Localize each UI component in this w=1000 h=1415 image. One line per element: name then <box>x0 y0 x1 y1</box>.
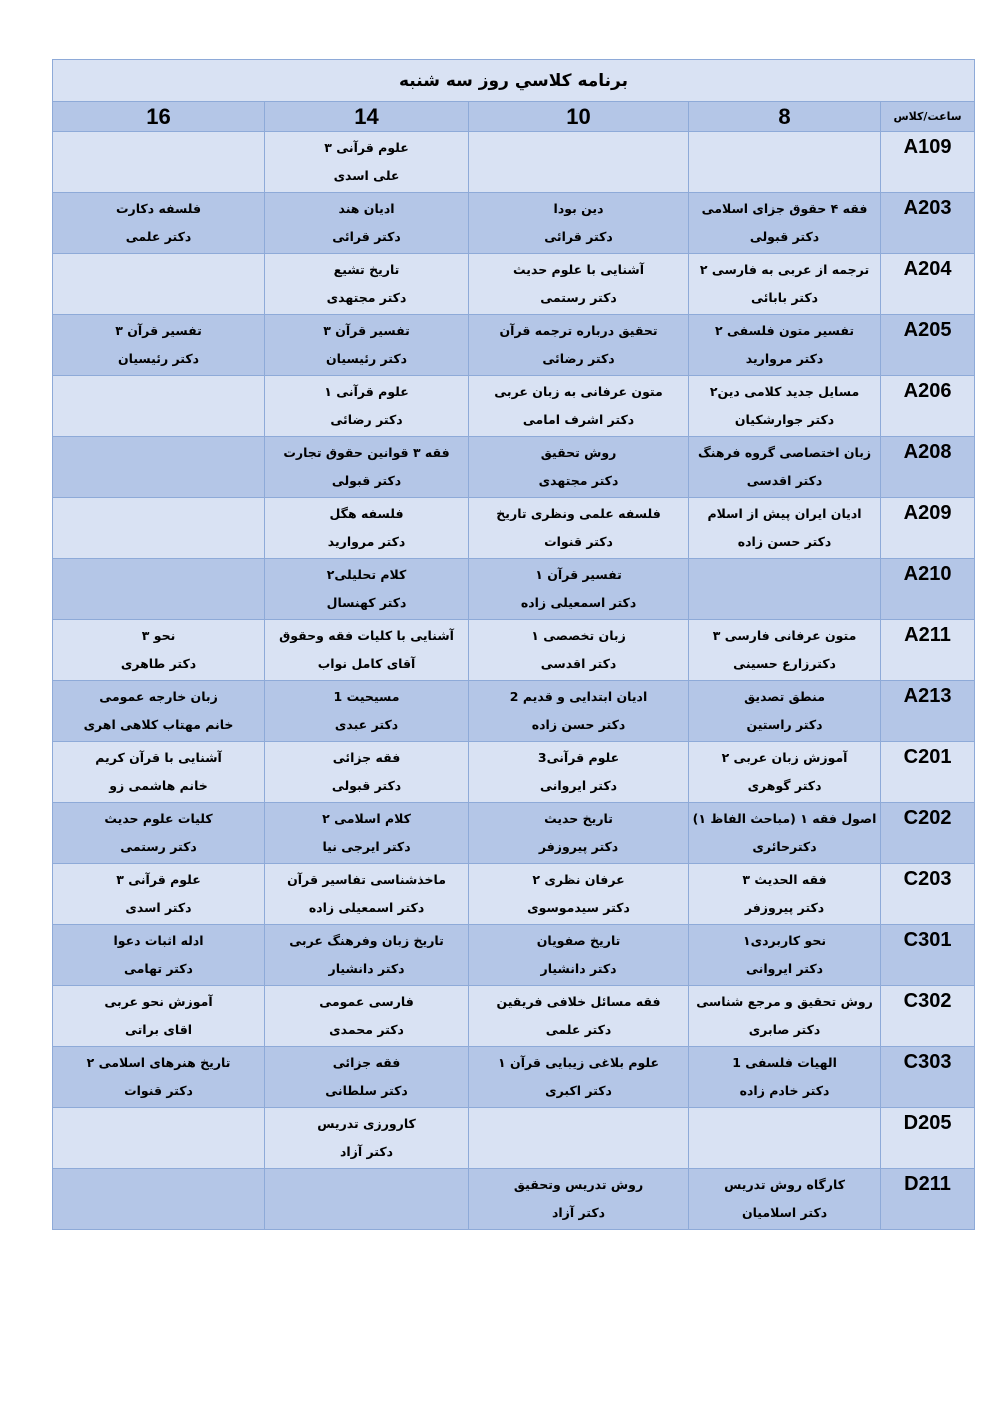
class-cell-14 <box>265 498 469 559</box>
teacher-name: خانم مهتاب کلاهی اهری <box>83 717 234 732</box>
class-cell-16 <box>53 1108 265 1169</box>
room-cell: C303 <box>881 1047 975 1108</box>
class-cell-8 <box>689 1169 881 1230</box>
class-cell-16 <box>53 559 265 620</box>
teacher-name: دکتر ایروانی <box>745 961 824 976</box>
course-name: متون عرفانی به زبان عربی <box>494 384 663 399</box>
course-name: مسیحیت 1 <box>333 689 400 704</box>
class-cell-16 <box>53 803 265 864</box>
room-cell: A209 <box>881 498 975 559</box>
class-cell-16 <box>53 681 265 742</box>
course-name: فلسفه دکارت <box>115 201 202 216</box>
class-cell-14 <box>265 132 469 193</box>
class-cell-14 <box>265 559 469 620</box>
class-cell-8 <box>689 1108 881 1169</box>
course-name: تاریخ زبان وفرهنگ عربی <box>289 933 444 948</box>
course-name: ماخذشناسی تفاسیر قرآن <box>287 872 446 887</box>
hour-header-10: 10 <box>469 102 689 132</box>
course-name: زبان خارجه عمومی <box>99 689 218 704</box>
class-cell-16 <box>53 925 265 986</box>
hour-header-8: 8 <box>689 102 881 132</box>
table-row <box>53 132 975 193</box>
class-cell-16 <box>53 1169 265 1230</box>
course-name: فقه مسائل خلافی فریقین <box>496 994 661 1009</box>
course-name: آشنایی با علوم حدیث <box>513 262 644 277</box>
table-row <box>53 864 975 925</box>
teacher-name: دکتر رستمی <box>120 839 197 854</box>
class-cell-10 <box>469 986 689 1047</box>
table-row <box>53 254 975 315</box>
teacher-name: دکتر اسمعیلی زاده <box>308 900 425 915</box>
class-cell-16 <box>53 864 265 925</box>
class-cell-14 <box>265 1047 469 1108</box>
teacher-name: دکتر رضائی <box>330 412 403 427</box>
room-cell: C203 <box>881 864 975 925</box>
hour-header-16: 16 <box>53 102 265 132</box>
corner-header: ساعت/كلاس <box>881 102 975 132</box>
course-name: کلیات علوم حدیث <box>104 811 213 826</box>
teacher-name: دکتر پیروزفر <box>744 900 825 915</box>
course-name: نحو کاربردی۱ <box>743 933 827 948</box>
class-cell-8 <box>689 864 881 925</box>
class-cell-8 <box>689 132 881 193</box>
course-name: نحو ۳ <box>141 628 176 643</box>
class-cell-16 <box>53 132 265 193</box>
room-cell: C201 <box>881 742 975 803</box>
teacher-name: خانم هاشمی زو <box>109 778 208 793</box>
teacher-name: دکتر راستین <box>746 717 823 732</box>
table-row <box>53 742 975 803</box>
course-name: تفسیر قرآن ۳ <box>323 323 410 338</box>
teacher-name: دکتر اشرف امامی <box>522 412 635 427</box>
teacher-name: دکترحائری <box>752 839 817 854</box>
class-cell-8 <box>689 1047 881 1108</box>
teacher-name: دکتر ایروانی <box>539 778 618 793</box>
class-cell-16 <box>53 315 265 376</box>
class-cell-10 <box>469 193 689 254</box>
course-name: ادیان ابتدایی و قدیم 2 <box>509 689 648 704</box>
class-cell-16 <box>53 193 265 254</box>
teacher-name: دکتر قنوات <box>544 534 613 549</box>
teacher-name: دکتر رئیسیان <box>325 351 408 366</box>
course-name: فقه جزائی <box>332 1055 401 1070</box>
room-cell: A213 <box>881 681 975 742</box>
course-name: فقه جزائی <box>332 750 401 765</box>
class-cell-14 <box>265 742 469 803</box>
teacher-name: دکتر علمی <box>125 229 192 244</box>
class-cell-10 <box>469 559 689 620</box>
teacher-name: دکتر ایرجی نیا <box>322 839 411 854</box>
teacher-name: دکتر آزاد <box>551 1205 606 1220</box>
class-cell-16 <box>53 620 265 681</box>
teacher-name: دکتر حسن زاده <box>737 534 832 549</box>
teacher-name: دکتر قرائی <box>332 229 401 244</box>
course-name: فلسفه هگل <box>329 506 404 521</box>
teacher-name: دکتر بابائی <box>751 290 819 305</box>
course-name: ادیان هند <box>338 201 395 216</box>
teacher-name: دکتر اقدسی <box>540 656 617 671</box>
class-cell-10 <box>469 864 689 925</box>
course-name: تاریخ هنرهای اسلامی ۲ <box>86 1055 231 1070</box>
teacher-name: دکتر سیدموسوی <box>527 900 630 915</box>
course-name: تاریخ حدیث <box>544 811 613 826</box>
class-cell-16 <box>53 254 265 315</box>
course-name: روش تحقیق <box>540 445 617 460</box>
teacher-name: دکتر محمدی <box>329 1022 404 1037</box>
table-row <box>53 925 975 986</box>
course-name: فقه الحدیث ۳ <box>742 872 827 887</box>
class-cell-10 <box>469 132 689 193</box>
teacher-name: دکتر صابری <box>748 1022 821 1037</box>
teacher-name: دکتر تهامی <box>124 961 193 976</box>
room-cell: A211 <box>881 620 975 681</box>
teacher-name: دکتر گوهری <box>747 778 822 793</box>
table-row <box>53 803 975 864</box>
room-cell: A206 <box>881 376 975 437</box>
class-cell-8 <box>689 681 881 742</box>
course-name: ادیان ایران پیش از اسلام <box>707 506 862 521</box>
class-cell-8 <box>689 742 881 803</box>
teacher-name: دکتر آزاد <box>339 1144 394 1159</box>
class-cell-14 <box>265 376 469 437</box>
teacher-name: دکتر رستمی <box>540 290 617 305</box>
course-name: ادله اثبات دعوا <box>113 933 204 948</box>
class-cell-16 <box>53 498 265 559</box>
teacher-name: علی اسدی <box>333 168 400 183</box>
teacher-name: اقای براتی <box>124 1022 193 1037</box>
class-cell-10 <box>469 1047 689 1108</box>
course-name: آشنایی با کلیات فقه وحقوق <box>279 628 454 643</box>
teacher-name: دکتر قبولی <box>331 473 402 488</box>
class-cell-14 <box>265 620 469 681</box>
class-cell-10 <box>469 376 689 437</box>
course-name: تفسیر قرآن ۱ <box>535 567 622 582</box>
class-cell-10 <box>469 254 689 315</box>
class-cell-8 <box>689 925 881 986</box>
title-row <box>53 60 975 102</box>
class-cell-10 <box>469 315 689 376</box>
room-cell: A204 <box>881 254 975 315</box>
course-name: زبان تخصصی ۱ <box>531 628 626 643</box>
course-name: دین بودا <box>553 201 604 216</box>
teacher-name: دکتر کهنسال <box>326 595 407 610</box>
teacher-name: دکتر مروارید <box>745 351 824 366</box>
table-row <box>53 1047 975 1108</box>
teacher-name: دکتر اسدی <box>125 900 192 915</box>
room-cell: D211 <box>881 1169 975 1230</box>
course-name: تاریخ صفویان <box>536 933 621 948</box>
class-cell-8 <box>689 315 881 376</box>
teacher-name: دکتر اسلامیان <box>741 1205 828 1220</box>
class-cell-16 <box>53 1047 265 1108</box>
schedule-title: برنامه كلاسي روز سه شنبه <box>53 60 975 102</box>
teacher-name: دکتر اسمعیلی زاده <box>520 595 637 610</box>
room-cell: A208 <box>881 437 975 498</box>
teacher-name: دکتر حسن زاده <box>531 717 626 732</box>
class-cell-10 <box>469 1169 689 1230</box>
class-cell-14 <box>265 1108 469 1169</box>
class-cell-8 <box>689 376 881 437</box>
schedule-body <box>53 132 975 1230</box>
teacher-name: دکتر جوارشکیان <box>734 412 835 427</box>
class-cell-8 <box>689 986 881 1047</box>
teacher-name: آقای کامل نواب <box>317 656 416 671</box>
teacher-name: دکتر مجتهدی <box>538 473 619 488</box>
class-cell-8 <box>689 620 881 681</box>
table-row <box>53 620 975 681</box>
table-row <box>53 376 975 437</box>
class-cell-8 <box>689 803 881 864</box>
course-name: کارورزی تدریس <box>317 1116 416 1131</box>
class-cell-14 <box>265 193 469 254</box>
class-cell-14 <box>265 315 469 376</box>
teacher-name: دکتر اکبری <box>545 1083 612 1098</box>
teacher-name: دکترزارع حسینی <box>733 656 836 671</box>
course-name: آموزش نحو عربی <box>104 994 213 1009</box>
room-cell: C301 <box>881 925 975 986</box>
table-row <box>53 986 975 1047</box>
class-cell-14 <box>265 986 469 1047</box>
class-cell-14 <box>265 254 469 315</box>
hour-header-14: 14 <box>265 102 469 132</box>
class-cell-14 <box>265 437 469 498</box>
class-cell-10 <box>469 742 689 803</box>
course-name: عرفان نظری ۲ <box>532 872 625 887</box>
teacher-name: دکتر خادم زاده <box>739 1083 830 1098</box>
course-name: فقه ۴ حقوق جزای اسلامی <box>701 201 868 216</box>
teacher-name: دکتر طاهری <box>120 656 197 671</box>
table-row <box>53 193 975 254</box>
course-name: تحقیق درباره ترجمه قرآن <box>499 323 658 338</box>
room-cell: C202 <box>881 803 975 864</box>
header-row <box>53 102 975 132</box>
room-cell: A205 <box>881 315 975 376</box>
class-cell-14 <box>265 803 469 864</box>
room-cell: C302 <box>881 986 975 1047</box>
course-name: فقه ۳ قوانین حقوق تجارت <box>283 445 450 460</box>
class-cell-8 <box>689 254 881 315</box>
class-cell-10 <box>469 1108 689 1169</box>
class-cell-8 <box>689 193 881 254</box>
teacher-name: دکتر پیروزفر <box>538 839 619 854</box>
teacher-name: دکتر قبولی <box>749 229 820 244</box>
class-cell-14 <box>265 864 469 925</box>
course-name: کلام اسلامی ۲ <box>322 811 411 826</box>
class-cell-16 <box>53 376 265 437</box>
teacher-name: دکتر عبدی <box>334 717 399 732</box>
table-row <box>53 315 975 376</box>
table-row <box>53 681 975 742</box>
course-name: اصول فقه ۱ (مباحث الفاظ ۱) <box>692 811 877 826</box>
course-name: الهیات فلسفی 1 <box>732 1055 837 1070</box>
course-name: متون عرفانی فارسی ۳ <box>712 628 857 643</box>
teacher-name: دکتر مجتهدی <box>326 290 407 305</box>
course-name: علوم قرآنی3 <box>537 750 620 765</box>
class-cell-14 <box>265 925 469 986</box>
teacher-name: دکتر قبولی <box>331 778 402 793</box>
room-cell: D205 <box>881 1108 975 1169</box>
teacher-name: دکتر اقدسی <box>746 473 823 488</box>
teacher-name: دکتر رضائی <box>542 351 615 366</box>
course-name: تفسیر متون فلسفی ۲ <box>715 323 855 338</box>
course-name: روش تحقیق و مرجع شناسی <box>696 994 873 1009</box>
table-row <box>53 437 975 498</box>
teacher-name: دکتر دانشیار <box>540 961 617 976</box>
course-name: فارسی عمومی <box>319 994 414 1009</box>
class-cell-14 <box>265 1169 469 1230</box>
table-row <box>53 1108 975 1169</box>
class-cell-8 <box>689 559 881 620</box>
course-name: تفسیر قرآن ۳ <box>115 323 202 338</box>
course-name: علوم قرآنی ۱ <box>324 384 409 399</box>
class-cell-16 <box>53 437 265 498</box>
course-name: فلسفه علمی ونظری تاریخ <box>496 506 661 521</box>
course-name: منطق تصدیق <box>744 689 825 704</box>
class-cell-10 <box>469 803 689 864</box>
course-name: روش تدریس وتحقیق <box>513 1177 644 1192</box>
table-row <box>53 559 975 620</box>
course-name: کارگاه روش تدریس <box>724 1177 845 1192</box>
class-cell-8 <box>689 498 881 559</box>
class-cell-16 <box>53 742 265 803</box>
room-cell: A109 <box>881 132 975 193</box>
teacher-name: دکتر قرائی <box>544 229 613 244</box>
course-name: ترجمه از عربی به فارسی ۲ <box>699 262 870 277</box>
table-row <box>53 498 975 559</box>
room-cell: A210 <box>881 559 975 620</box>
schedule-table <box>52 59 975 1230</box>
class-cell-10 <box>469 498 689 559</box>
teacher-name: دکتر مروارید <box>327 534 406 549</box>
room-cell: A203 <box>881 193 975 254</box>
class-cell-8 <box>689 437 881 498</box>
teacher-name: دکتر سلطانی <box>325 1083 408 1098</box>
course-name: آموزش زبان عربی ۲ <box>721 750 848 765</box>
table-row <box>53 1169 975 1230</box>
teacher-name: دکتر رئیسیان <box>117 351 200 366</box>
course-name: کلام تحلیلی۲ <box>326 567 407 582</box>
class-cell-16 <box>53 986 265 1047</box>
class-cell-10 <box>469 620 689 681</box>
course-name: مسایل جدید کلامی دین۲ <box>709 384 860 399</box>
class-cell-10 <box>469 681 689 742</box>
course-name: علوم قرآنی ۳ <box>116 872 201 887</box>
course-name: زبان اختصاصی گروه فرهنگ <box>697 445 872 460</box>
course-name: آشنایی با قرآن کریم <box>95 750 222 765</box>
course-name: تاریخ تشیع <box>333 262 400 277</box>
class-cell-10 <box>469 437 689 498</box>
teacher-name: دکتر قنوات <box>124 1083 193 1098</box>
course-name: علوم قرآنی ۳ <box>324 140 409 155</box>
class-cell-10 <box>469 925 689 986</box>
class-cell-14 <box>265 681 469 742</box>
teacher-name: دکتر علمی <box>545 1022 612 1037</box>
teacher-name: دکتر دانشیار <box>328 961 405 976</box>
course-name: علوم بلاغی زیبایی قرآن ۱ <box>498 1055 660 1070</box>
